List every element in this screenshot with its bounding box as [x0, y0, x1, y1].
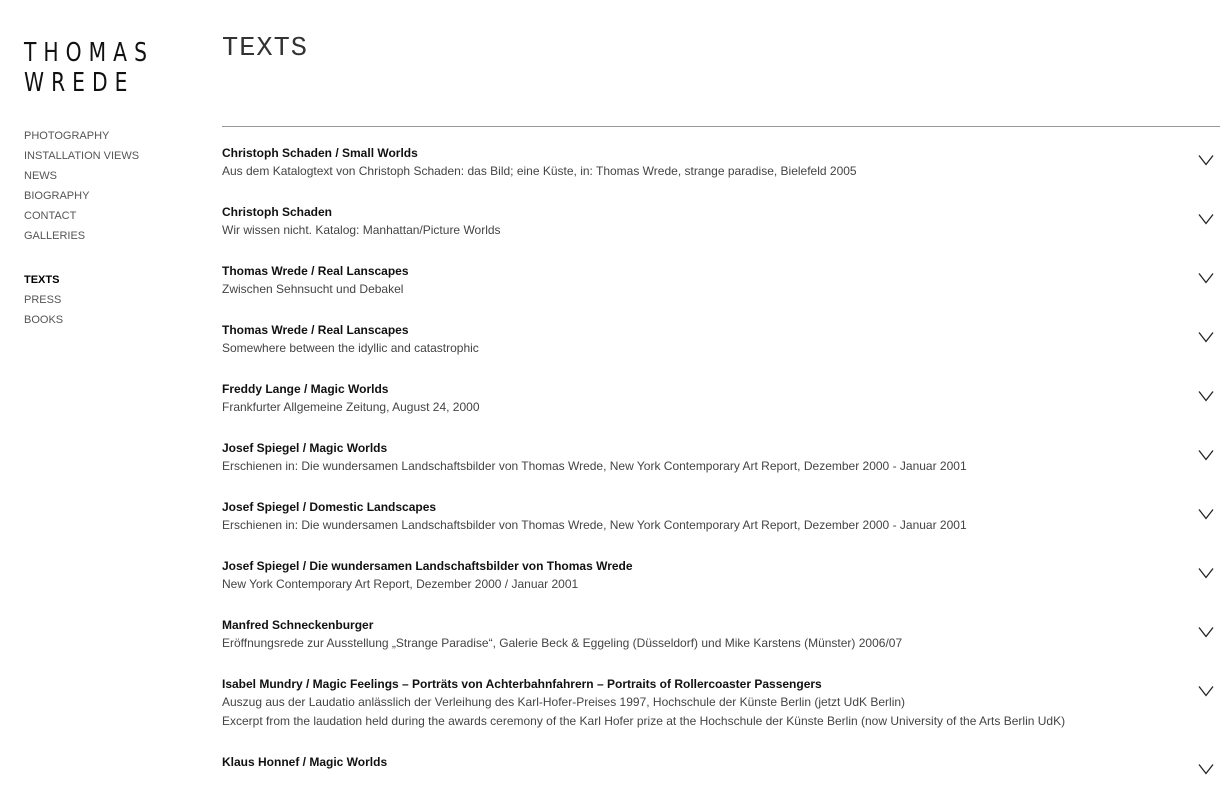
- text-entry[interactable]: [222, 260, 1220, 299]
- title-divider: [222, 126, 1220, 127]
- texts-list: [222, 142, 1220, 791]
- text-entry[interactable]: [222, 142, 1220, 181]
- nav-item-texts[interactable]: TEXTS: [24, 274, 60, 286]
- nav-item-press[interactable]: PRESS: [24, 294, 62, 306]
- entry-title[interactable]: Christoph Schaden / Small Worlds: [222, 146, 418, 160]
- text-entry[interactable]: [222, 378, 1220, 417]
- nav-item-news[interactable]: NEWS: [24, 170, 57, 182]
- nav-group-primary: [24, 126, 194, 246]
- chevron-down-icon[interactable]: [1198, 449, 1214, 461]
- nav-item-books[interactable]: BOOKS: [24, 314, 64, 326]
- nav-item-galleries[interactable]: GALLERIES: [24, 230, 86, 242]
- chevron-down-icon[interactable]: [1198, 154, 1214, 166]
- text-entry[interactable]: [222, 319, 1220, 358]
- nav-item-contact[interactable]: CONTACT: [24, 210, 77, 222]
- entry-title[interactable]: Josef Spiegel / Die wundersamen Landschaftsbilder von Thomas Wrede: [222, 559, 633, 573]
- chevron-down-icon[interactable]: [1198, 390, 1214, 402]
- nav-item-biography[interactable]: BIOGRAPHY: [24, 190, 90, 202]
- entry-subtitle: New York Contemporary Art Report, Dezember 2000 / Januar 2001: [222, 577, 579, 591]
- entry-title[interactable]: Josef Spiegel / Domestic Landscapes: [222, 500, 437, 514]
- entry-subtitle: Erschienen in: Die wundersamen Landschaftsbilder von Thomas Wrede, New York Contemporary Art Report, Dezember 2000 - Januar 2001: [222, 459, 967, 473]
- nav-group-secondary: [24, 270, 194, 330]
- text-entry[interactable]: [222, 614, 1220, 653]
- entry-title[interactable]: Isabel Mundry / Magic Feelings – Porträts von Achterbahnfahrern – Portraits of Rollercoaster Passengers: [222, 677, 822, 691]
- text-entry[interactable]: [222, 201, 1220, 240]
- entry-subtitle: Erschienen in: Die wundersamen Landschaftsbilder von Thomas Wrede, New York Contemporary Art Report, Dezember 2000 - Januar 2001: [222, 518, 967, 532]
- nav-item-installation-views[interactable]: INSTALLATION VIEWS: [24, 150, 140, 162]
- chevron-down-icon[interactable]: [1198, 626, 1214, 638]
- chevron-down-icon[interactable]: [1198, 763, 1214, 775]
- chevron-down-icon[interactable]: [1198, 685, 1214, 697]
- entry-subtitle: Aus dem Katalogtext von Christoph Schaden: das Bild; eine Küste, in: Thomas Wrede, strange paradise, Bielefeld 2005: [222, 164, 857, 178]
- chevron-down-icon[interactable]: [1198, 213, 1214, 225]
- text-entry[interactable]: [222, 437, 1220, 476]
- chevron-down-icon[interactable]: [1198, 508, 1214, 520]
- entry-title[interactable]: Klaus Honnef / Magic Worlds: [222, 755, 388, 769]
- entry-title[interactable]: Freddy Lange / Magic Worlds: [222, 382, 389, 396]
- text-entry[interactable]: [222, 555, 1220, 594]
- entry-title[interactable]: Thomas Wrede / Real Lanscapes: [222, 264, 409, 278]
- entry-title[interactable]: Christoph Schaden: [222, 205, 333, 219]
- entry-subtitle: Somewhere between the idyllic and catastrophic: [222, 341, 479, 355]
- entry-subtitle: Eröffnungsrede zur Ausstellung „Strange Paradise“, Galerie Beck & Eggeling (Düsseldorf) und Mike Karstens (Münster) 2006/07: [222, 636, 903, 650]
- entry-title[interactable]: Manfred Schneckenburger: [222, 618, 374, 632]
- entry-subtitle: Auszug aus der Laudatio anlässlich der Verleihung des Karl-Hofer-Preises 1997, Hochschule der Künste Berlin (jetzt UdK Berlin): [222, 695, 906, 709]
- entry-subtitle: Zwischen Sehnsucht und Debakel: [222, 282, 404, 296]
- entry-subtitle: Excerpt from the laudation held during the awards ceremony of the Karl Hofer prize at the Hochschule der Künste Berlin (now University of the Arts Berlin UdK): [222, 714, 1066, 728]
- entry-title[interactable]: Thomas Wrede / Real Lanscapes: [222, 323, 409, 337]
- chevron-down-icon[interactable]: [1198, 272, 1214, 284]
- page-title: TEXTS: [222, 34, 309, 64]
- site-logo[interactable]: [24, 38, 154, 98]
- text-entry[interactable]: [222, 751, 1220, 771]
- logo-line-1: THOMAS: [24, 38, 154, 68]
- chevron-down-icon[interactable]: [1198, 331, 1214, 343]
- nav-item-photography[interactable]: PHOTOGRAPHY: [24, 130, 110, 142]
- logo-line-2: WREDE: [24, 68, 135, 98]
- entry-subtitle: Wir wissen nicht. Katalog: Manhattan/Picture Worlds: [222, 223, 501, 237]
- text-entry[interactable]: [222, 673, 1220, 731]
- entry-title[interactable]: Josef Spiegel / Magic Worlds: [222, 441, 388, 455]
- text-entry[interactable]: [222, 496, 1220, 535]
- chevron-down-icon[interactable]: [1198, 567, 1214, 579]
- main-nav: [24, 126, 194, 354]
- entry-subtitle: Frankfurter Allgemeine Zeitung, August 24, 2000: [222, 400, 480, 414]
